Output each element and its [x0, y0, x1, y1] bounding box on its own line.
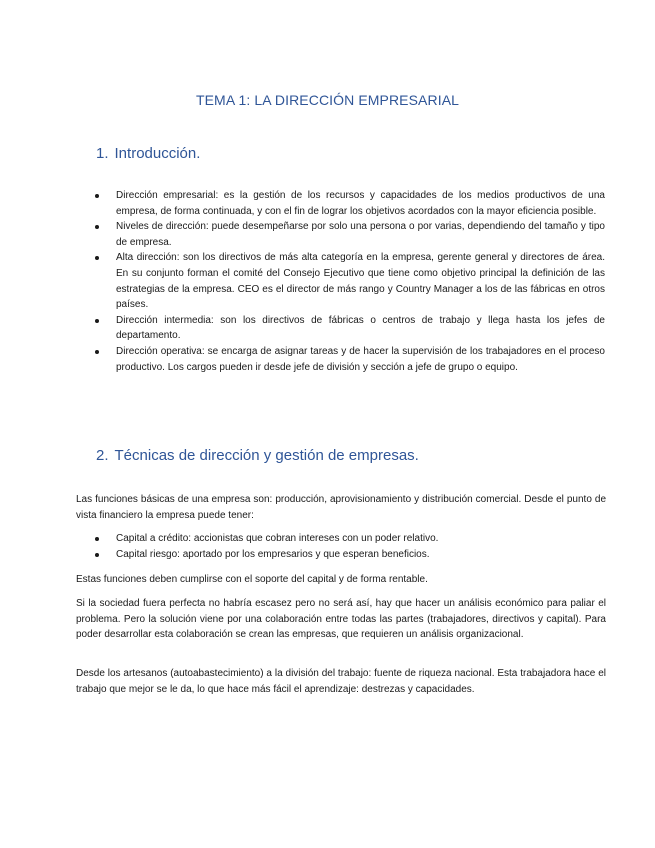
- list-item: [116, 531, 516, 547]
- bullet-icon: [95, 553, 99, 557]
- list-item: [116, 313, 605, 344]
- list-item-text: Capital a crédito: accionistas que cobran intereses con un poder relativo.: [116, 533, 439, 544]
- list-item: [116, 344, 605, 375]
- paragraph: Estas funciones deben cumplirse con el soporte del capital y de forma rentable.: [76, 574, 428, 585]
- list-item-text: Niveles de dirección: puede desempeñarse por solo una persona o por varias, dependiendo del tamaño y tipo de empresa.: [116, 221, 605, 248]
- paragraph: Las funciones básicas de una empresa son: producción, aprovisionamiento y distribución comercial. Desde el punto de vista financiero la empresa puede tener:: [76, 494, 606, 521]
- page-title: TEMA 1: LA DIRECCIÓN EMPRESARIAL: [195, 92, 460, 108]
- bullet-icon: [95, 537, 99, 541]
- paragraph: Si la sociedad fuera perfecta no habría escasez pero no será así, hay que hacer un análisis económico para paliar el problema. Pero la solución viene por una colaboración entre todas las partes (trabajadores, directivos y capital). Para poder desarrollar esta colaboración se crean las empresas, que requieren un análisis organizacional.: [76, 598, 606, 641]
- capital-bullet-list: [116, 531, 516, 562]
- list-item-text: Dirección intermedia: son los directivos de fábricas o centros de trabajo y llega hasta los jefes de departamento.: [116, 314, 605, 342]
- list-item: [116, 219, 605, 250]
- section-heading-text: Técnicas de dirección y gestión de empresas.: [114, 447, 419, 464]
- paragraph: Desde los artesanos (autoabastecimiento) a la división del trabajo: fuente de riqueza nacional. Esta trabajadora hace el trabajo que mejor se le da, lo que hace más fácil el aprendizaje: destrezas y capacidades.: [76, 668, 606, 695]
- list-item-text: Dirección operativa: se encarga de asignar tareas y de hacer la supervisión de los trabajadores en el proceso productivo. Los cargos pueden ir desde jefe de división y sección a jefe de grupo o equipo.: [116, 345, 605, 373]
- bullet-icon: [95, 256, 99, 260]
- list-item: [116, 188, 605, 219]
- list-item-text: Capital riesgo: aportado por los empresarios y que esperan beneficios.: [116, 548, 430, 560]
- list-item-text: Alta dirección: son los directivos de más alta categoría en la empresa, gerente general y directores de área. En su conjunto forman el comité del Consejo Ejecutivo que tiene como objetivo principal la definición de las estrategias de la empresa. CEO es el director de más rango y Country Manager a los de las fábricas en otros países.: [116, 252, 605, 311]
- list-item-text: Dirección empresarial: es la gestión de los recursos y capacidades de los medios productivos de una empresa, de forma continuada, y con el fin de lograr los objetivos acordados con la mayor eficiencia posible.: [116, 190, 605, 217]
- bullet-icon: [95, 194, 99, 198]
- bullet-icon: [95, 225, 99, 229]
- section-heading-tecnicas: [96, 447, 419, 464]
- section-number: 2.: [96, 447, 109, 464]
- list-item: [116, 250, 605, 312]
- section-number: 1.: [96, 145, 109, 162]
- bullet-icon: [95, 350, 99, 354]
- section-heading-text: Introducción.: [114, 145, 201, 162]
- section-heading-introduccion: [96, 145, 200, 162]
- list-item: [116, 547, 516, 563]
- bullet-icon: [95, 319, 99, 323]
- introduccion-bullet-list: [116, 188, 605, 375]
